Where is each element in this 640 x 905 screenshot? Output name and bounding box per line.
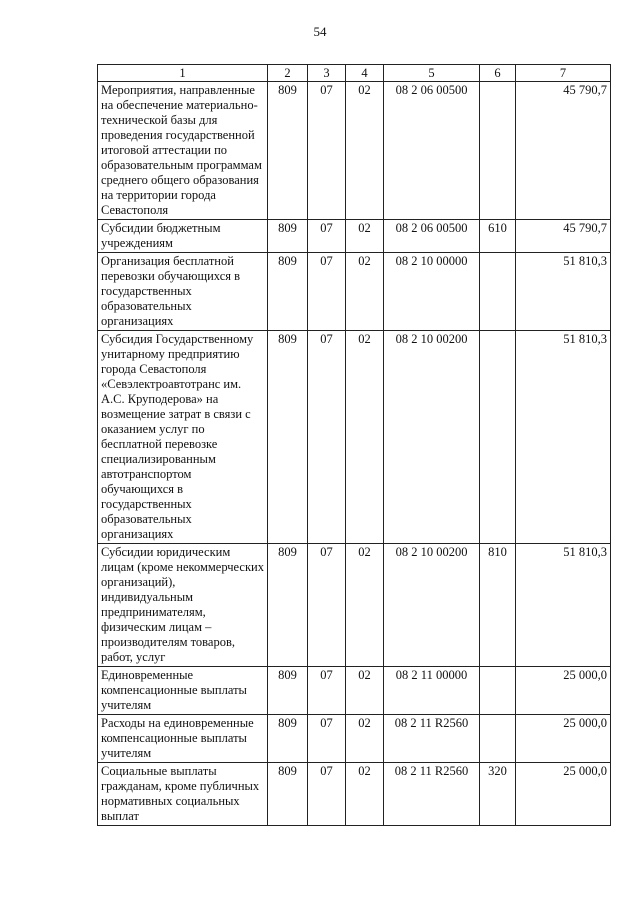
expense-type-cell: 810 <box>480 544 516 667</box>
target-article-cell: 08 2 06 00500 <box>384 82 480 220</box>
chapter-cell: 809 <box>268 331 308 544</box>
chapter-cell: 809 <box>268 763 308 826</box>
table-row <box>98 82 611 220</box>
column-header: 6 <box>480 65 516 82</box>
target-article-cell: 08 2 10 00200 <box>384 331 480 544</box>
subsection-cell: 02 <box>346 82 384 220</box>
expense-type-cell: 610 <box>480 220 516 253</box>
subsection-cell: 02 <box>346 544 384 667</box>
amount-cell: 51 810,3 <box>516 544 611 667</box>
target-article-cell: 08 2 11 R2560 <box>384 763 480 826</box>
table-row <box>98 715 611 763</box>
subsection-cell: 02 <box>346 331 384 544</box>
expense-type-cell <box>480 715 516 763</box>
target-article-cell: 08 2 10 00000 <box>384 253 480 331</box>
column-header: 1 <box>98 65 268 82</box>
section-cell: 07 <box>308 544 346 667</box>
column-header: 5 <box>384 65 480 82</box>
amount-cell: 51 810,3 <box>516 253 611 331</box>
column-header: 4 <box>346 65 384 82</box>
subsection-cell: 02 <box>346 763 384 826</box>
chapter-cell: 809 <box>268 82 308 220</box>
table-row <box>98 331 611 544</box>
column-header: 3 <box>308 65 346 82</box>
table-row <box>98 544 611 667</box>
chapter-cell: 809 <box>268 253 308 331</box>
page-number: 54 <box>313 24 327 39</box>
chapter-cell: 809 <box>268 544 308 667</box>
subsection-cell: 02 <box>346 253 384 331</box>
target-article-cell: 08 2 11 R2560 <box>384 715 480 763</box>
expense-type-cell: 320 <box>480 763 516 826</box>
section-cell: 07 <box>308 715 346 763</box>
section-cell: 07 <box>308 82 346 220</box>
table-row <box>98 220 611 253</box>
table-row <box>98 253 611 331</box>
column-header: 7 <box>516 65 611 82</box>
subsection-cell: 02 <box>346 715 384 763</box>
amount-cell: 45 790,7 <box>516 82 611 220</box>
section-cell: 07 <box>308 763 346 826</box>
subsection-cell: 02 <box>346 220 384 253</box>
row-name-cell: Расходы на единовременные компенсационные выплаты учителям <box>98 715 268 763</box>
target-article-cell: 08 2 06 00500 <box>384 220 480 253</box>
row-name-cell: Социальные выплаты гражданам, кроме публичных нормативных социальных выплат <box>98 763 268 826</box>
header-row <box>98 65 611 82</box>
row-name-cell: Единовременные компенсационные выплаты учителям <box>98 667 268 715</box>
section-cell: 07 <box>308 253 346 331</box>
section-cell: 07 <box>308 331 346 544</box>
row-name-cell: Организация бесплатной перевозки обучающихся в государственных образовательных организациях <box>98 253 268 331</box>
table-row <box>98 763 611 826</box>
expense-type-cell <box>480 667 516 715</box>
expense-type-cell <box>480 82 516 220</box>
amount-cell: 25 000,0 <box>516 715 611 763</box>
target-article-cell: 08 2 11 00000 <box>384 667 480 715</box>
chapter-cell: 809 <box>268 715 308 763</box>
row-name-cell: Мероприятия, направленные на обеспечение материально-технической базы для проведения государственной итоговой аттестации по образовательным программам среднего общего образования на территории города Севастополя <box>98 82 268 220</box>
subsection-cell: 02 <box>346 667 384 715</box>
section-cell: 07 <box>308 667 346 715</box>
chapter-cell: 809 <box>268 667 308 715</box>
budget-table <box>97 64 611 826</box>
target-article-cell: 08 2 10 00200 <box>384 544 480 667</box>
table-row <box>98 667 611 715</box>
amount-cell: 25 000,0 <box>516 667 611 715</box>
row-name-cell: Субсидия Государственному унитарному предприятию города Севастополя «Севэлектроавтотранс им. А.С. Круподерова» на возмещение затрат в связи с оказанием услуг по бесплатной перевозке специализированным автотранспортом обучающихся в государственных образовательных организациях <box>98 331 268 544</box>
chapter-cell: 809 <box>268 220 308 253</box>
row-name-cell: Субсидии юридическим лицам (кроме некоммерческих организаций), индивидуальным предпринимателям, физическим лицам – производителям товаров, работ, услуг <box>98 544 268 667</box>
amount-cell: 45 790,7 <box>516 220 611 253</box>
row-name-cell: Субсидии бюджетным учреждениям <box>98 220 268 253</box>
amount-cell: 25 000,0 <box>516 763 611 826</box>
column-header: 2 <box>268 65 308 82</box>
section-cell: 07 <box>308 220 346 253</box>
expense-type-cell <box>480 331 516 544</box>
amount-cell: 51 810,3 <box>516 331 611 544</box>
expense-type-cell <box>480 253 516 331</box>
